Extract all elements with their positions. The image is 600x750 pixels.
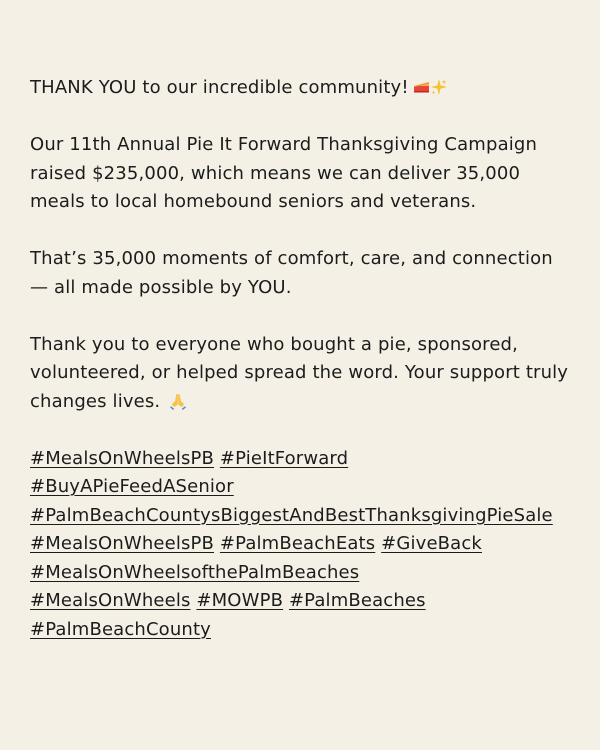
pie-icon: [413, 80, 430, 94]
hashtag-link[interactable]: #MealsOnWheelsPB: [30, 533, 215, 554]
moments-paragraph: That’s 35,000 moments of comfort, care, and connection — all made possible by YOU.: [30, 248, 553, 298]
hashtag-link[interactable]: #MealsOnWheelsPB: [30, 447, 215, 469]
hashtag-link[interactable]: #MealsOnWheelsofthePalmBeaches: [30, 561, 360, 583]
hashtag-link[interactable]: #PieItForward: [219, 447, 349, 469]
hashtag-link[interactable]: #BuyAPieFeedASenior: [30, 476, 234, 497]
thanks-line: [30, 74, 570, 103]
sparkles-icon: [430, 78, 448, 96]
thanks-text: THANK YOU to our incredible community!: [30, 77, 409, 98]
hashtag-link[interactable]: #PalmBeachCountysBiggestAndBestThanksgivingPieSale: [30, 504, 553, 526]
campaign-paragraph: Our 11th Annual Pie It Forward Thanksgiving Campaign raised $235,000, which means we can deliver 35,000 meals to local homebound seniors and veterans.: [30, 134, 538, 212]
hashtag-list: [30, 445, 570, 645]
folded-hands-icon: [168, 391, 188, 411]
hashtag-link[interactable]: #PalmBeachEats: [219, 533, 376, 554]
gratitude-text: Thank you to everyone who bought a pie, sponsored, volunteered, or helped spread the word. Your support truly changes lives.: [30, 333, 569, 412]
hashtag-link[interactable]: #MOWPB: [196, 590, 284, 611]
hashtag-link[interactable]: #MealsOnWheels: [30, 590, 191, 611]
hashtag-link[interactable]: #PalmBeaches: [288, 590, 426, 611]
gratitude-paragraph: [30, 331, 570, 417]
hashtag-link[interactable]: #PalmBeachCounty: [30, 618, 211, 640]
hashtag-link[interactable]: #GiveBack: [381, 533, 482, 554]
